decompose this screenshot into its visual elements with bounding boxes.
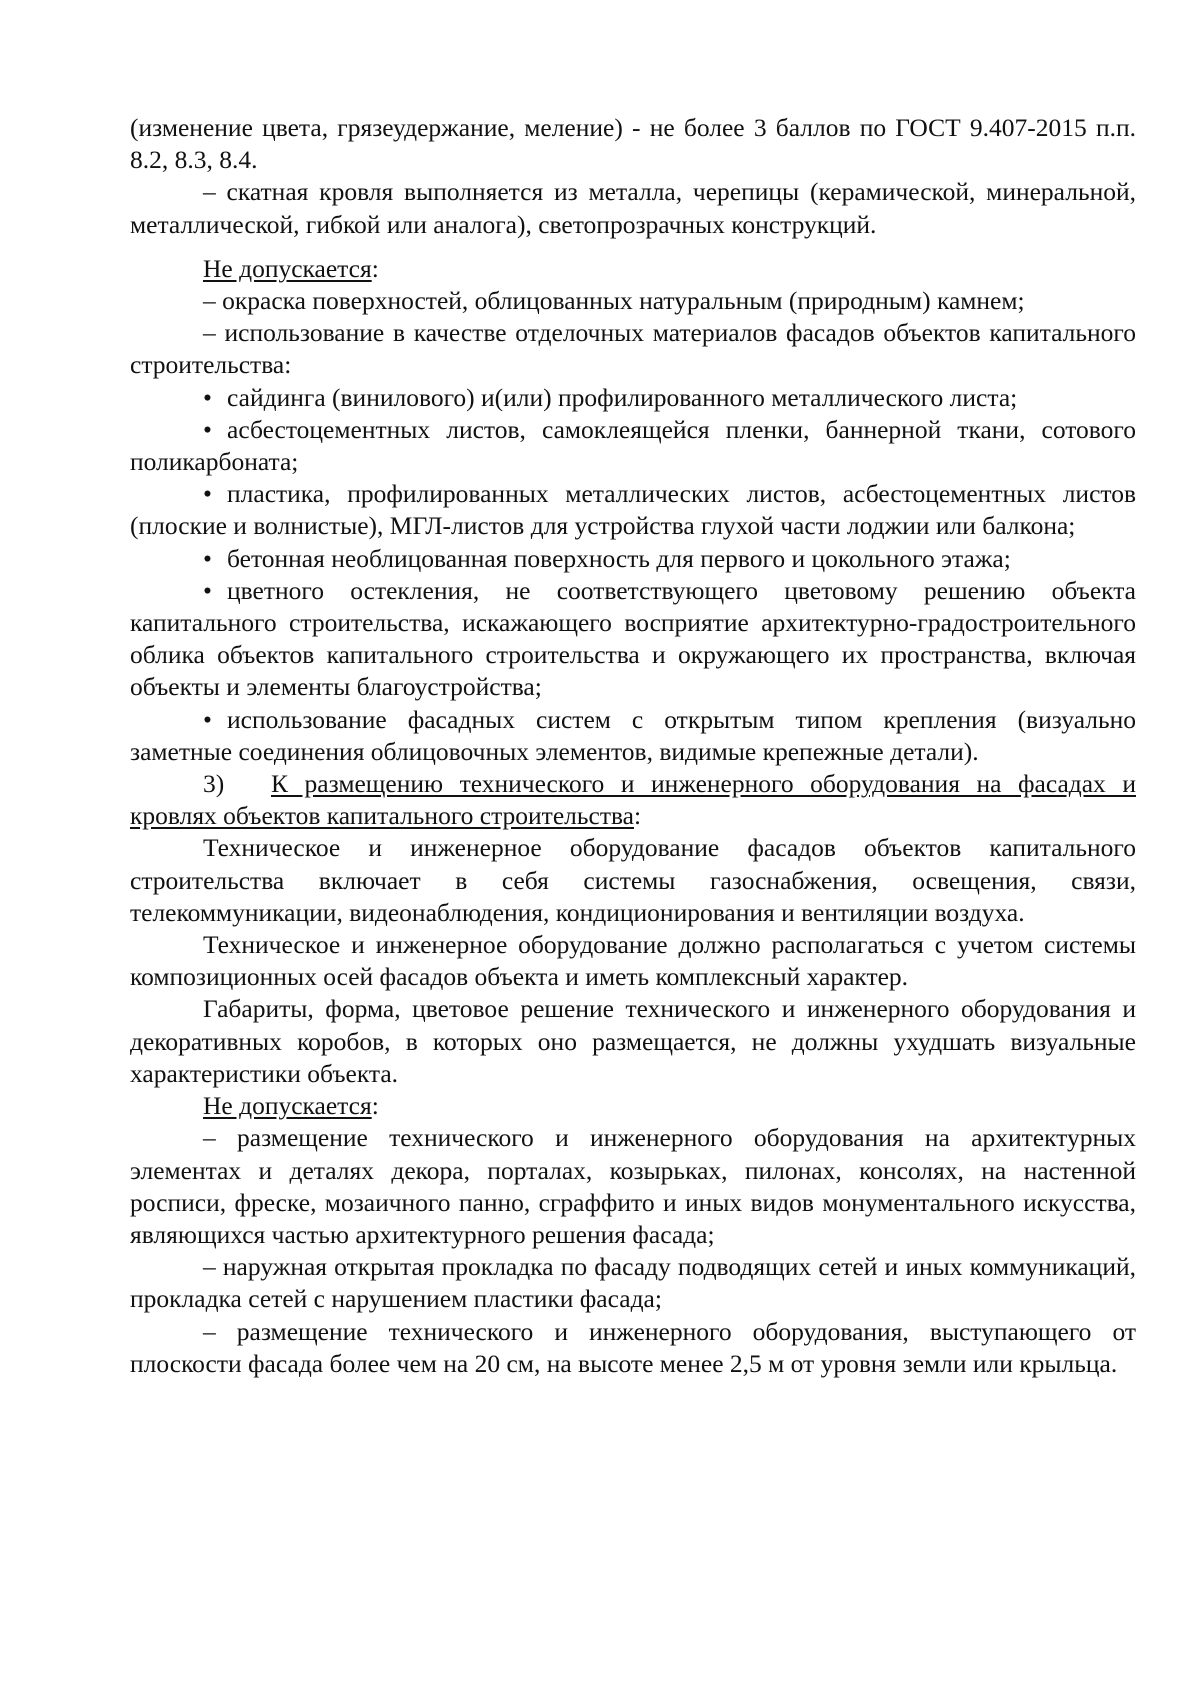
heading-suffix: : bbox=[371, 1091, 379, 1121]
paragraph-17 bbox=[130, 1251, 1136, 1315]
bullet-text: использование фасадных систем с открытым типом крепления (визуально заметные соединения облицовочных элементов, видимые крепежные детали). bbox=[130, 704, 1136, 766]
bullet-icon: • bbox=[203, 704, 212, 734]
paragraph-text: Габариты, форма, цветовое решение технического и инженерного оборудования и декоративных коробов, в которых оно размещается, не должны ухудшать визуальные характеристики объекта. bbox=[130, 994, 1136, 1088]
paragraph-text: – размещение технического и инженерного оборудования на архитектурных элементах и деталях декора, порталах, козырьках, пилонах, консолях, на настенной росписи, фреске, мозаичного панно, сграффито и иных видов монументального искусства, являющихся частью архитектурного решения фасада; bbox=[130, 1123, 1136, 1249]
section-heading-not-allowed-2 bbox=[130, 1090, 1136, 1122]
bullet-text: сайдинга (винилового) и(или) профилированного металлического листа; bbox=[227, 382, 1018, 412]
paragraph-text: (изменение цвета, грязеудержание, меление) - не более 3 баллов по ГОСТ 9.407-2015 п.п. 8.2, 8.3, 8.4. bbox=[130, 113, 1136, 175]
section-title-underlined: К размещению технического и инженерного оборудования на фасадах и кровлях объектов капитального строительства bbox=[130, 769, 1136, 831]
paragraph-text: – наружная открытая прокладка по фасаду подводящих сетей и иных коммуникаций, прокладка сетей с нарушением пластики фасада; bbox=[130, 1252, 1136, 1314]
paragraph-0 bbox=[130, 112, 1136, 176]
bullet-text: асбестоцементных листов, самоклеящейся пленки, баннерной ткани, сотового поликарбоната; bbox=[130, 414, 1136, 477]
paragraph-14 bbox=[130, 993, 1136, 1090]
bullet-item-9 bbox=[130, 575, 1136, 704]
paragraph-3 bbox=[130, 285, 1136, 317]
numbered-section-3 bbox=[130, 768, 1136, 832]
paragraph-1 bbox=[130, 176, 1136, 240]
bullet-text: бетонная необлицованная поверхность для первого и цокольного этажа; bbox=[227, 543, 1011, 573]
section-number: 3) bbox=[203, 769, 225, 799]
section-title-suffix: : bbox=[634, 801, 642, 831]
bullet-text: пластика, профилированных металлических листов, асбестоцементных листов (плоские и волнистые), МГЛ-листов для устройства глухой части лоджии или балкона; bbox=[130, 479, 1136, 541]
paragraph-text: – размещение технического и инженерного оборудования, выступающего от плоскости фасада более чем на 20 см, на высоте менее 2,5 м от уровня земли или крыльца. bbox=[130, 1316, 1136, 1378]
bullet-item-10 bbox=[130, 704, 1136, 768]
bullet-item-6 bbox=[130, 414, 1136, 478]
bullet-text: цветного остекления, не соответствующего цветовому решению объекта капитального строительства, искажающего восприятие архитектурно-градостроительного облика объектов капитального строительства и окружающего их пространства, включая объекты и элементы благоустройства; bbox=[130, 575, 1136, 702]
paragraph-text: – окраска поверхностей, облицованных натуральным (природным) камнем; bbox=[203, 286, 1025, 316]
paragraph-text: Техническое и инженерное оборудование должно располагаться с учетом системы композиционных осей фасадов объекта и иметь комплексный характер. bbox=[130, 930, 1136, 992]
bullet-icon: • bbox=[203, 575, 212, 605]
heading-underlined-text: Не допускается bbox=[203, 253, 372, 283]
heading-underlined-text: Не допускается bbox=[203, 1091, 372, 1121]
paragraph-18 bbox=[130, 1316, 1136, 1380]
paragraph-16 bbox=[130, 1122, 1136, 1251]
section-heading-not-allowed bbox=[130, 253, 1136, 285]
bullet-item-7 bbox=[130, 478, 1136, 542]
heading-suffix: : bbox=[371, 253, 379, 283]
paragraph-text: Техническое и инженерное оборудование фасадов объектов капитального строительства включает в себя системы газоснабжения, освещения, связи, телекоммуникации, видеонаблюдения, кондиционирования и вентиляции воздуха. bbox=[130, 833, 1136, 927]
paragraph-13 bbox=[130, 929, 1136, 993]
bullet-icon: • bbox=[203, 479, 212, 509]
paragraph-4 bbox=[130, 317, 1136, 381]
bullet-icon: • bbox=[203, 382, 212, 412]
bullet-icon: • bbox=[203, 543, 212, 573]
bullet-item-8 bbox=[130, 543, 1136, 575]
paragraph-text: – скатная кровля выполняется из металла, черепицы (керамической, минеральной, металлической, гибкой или аналога), светопрозрачных конструкций. bbox=[130, 177, 1136, 239]
bullet-icon: • bbox=[203, 414, 212, 444]
bullet-item-5 bbox=[130, 382, 1136, 414]
paragraph-12 bbox=[130, 832, 1136, 929]
paragraph-text: – использование в качестве отделочных материалов фасадов объектов капитального строительства: bbox=[130, 318, 1136, 380]
